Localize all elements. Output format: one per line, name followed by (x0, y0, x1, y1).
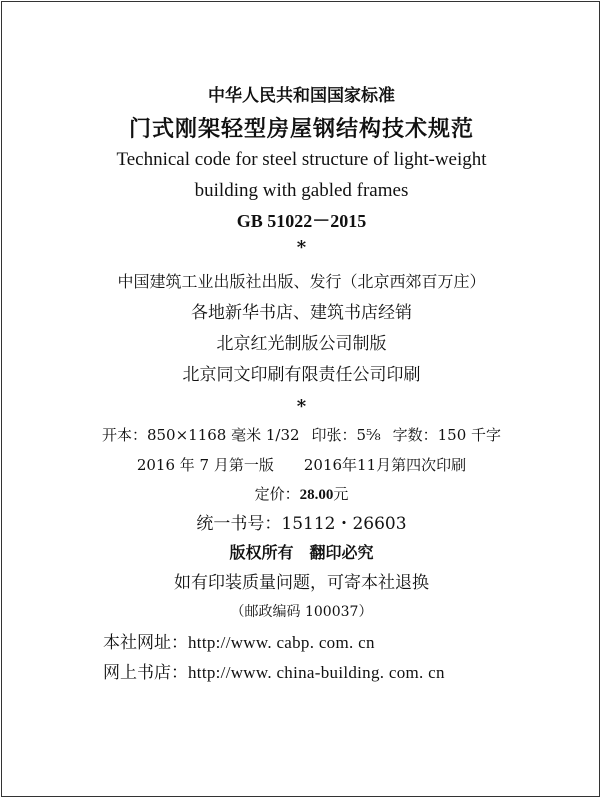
copyright-notice (0, 545, 603, 561)
first-edition: 2016 年 7 月第一版 (136, 456, 274, 474)
word-count-spec: 字数：150 千字 (392, 426, 502, 444)
publisher-line: 中国建筑工业出版社出版、发行（北京西郊百万庄） (117, 272, 486, 291)
distributor-line: 各地新华书店、建筑书店经销 (191, 303, 412, 323)
website-label: 本社网址： (103, 633, 188, 653)
online-shop-url[interactable]: http://www. china-building. com. cn (188, 663, 445, 682)
defect-return-notice: 如有印装质量问题，可寄本社退换 (174, 573, 429, 593)
edition-info (0, 458, 603, 473)
postcode-line: （邮政编码 100037） (230, 604, 373, 620)
printer-line: 北京同文印刷有限责任公司印刷 (182, 365, 421, 385)
printing-info: 2016年11月第四次印刷 (303, 456, 467, 474)
standard-code: GB 51022－2015 (236, 211, 367, 231)
price-unit: 元 (333, 485, 349, 503)
separator-star-1: * (296, 237, 307, 258)
title-english-line-2: building with gabled frames (194, 180, 409, 201)
price-line (0, 487, 603, 503)
separator-star-2: * (296, 396, 307, 417)
online-shop-label: 网上书店： (103, 663, 188, 683)
book-specs (0, 428, 603, 443)
title-chinese: 门式刚架轻型房屋钢结构技术规范 (128, 117, 474, 142)
online-shop-line (103, 664, 445, 682)
title-english-line-1: Technical code for steel structure of light-weight (116, 149, 487, 170)
price-value: 28.00 (299, 487, 334, 503)
rights-reserved: 版权所有 (229, 543, 294, 562)
format-spec: 开本：850×1168 毫米 1/32 (101, 426, 300, 444)
unified-book-number: 统一书号：15112・26603 (196, 514, 407, 534)
piracy-warning: 翻印必究 (309, 543, 374, 562)
price-label: 定价： (254, 485, 300, 503)
plate-maker-line: 北京红光制版公司制版 (216, 334, 387, 354)
sheets-spec: 印张：5⅝ (311, 426, 381, 444)
website-line (103, 634, 375, 652)
national-standard-line: 中华人民共和国国家标准 (208, 86, 395, 106)
website-url[interactable]: http://www. cabp. com. cn (188, 633, 375, 652)
